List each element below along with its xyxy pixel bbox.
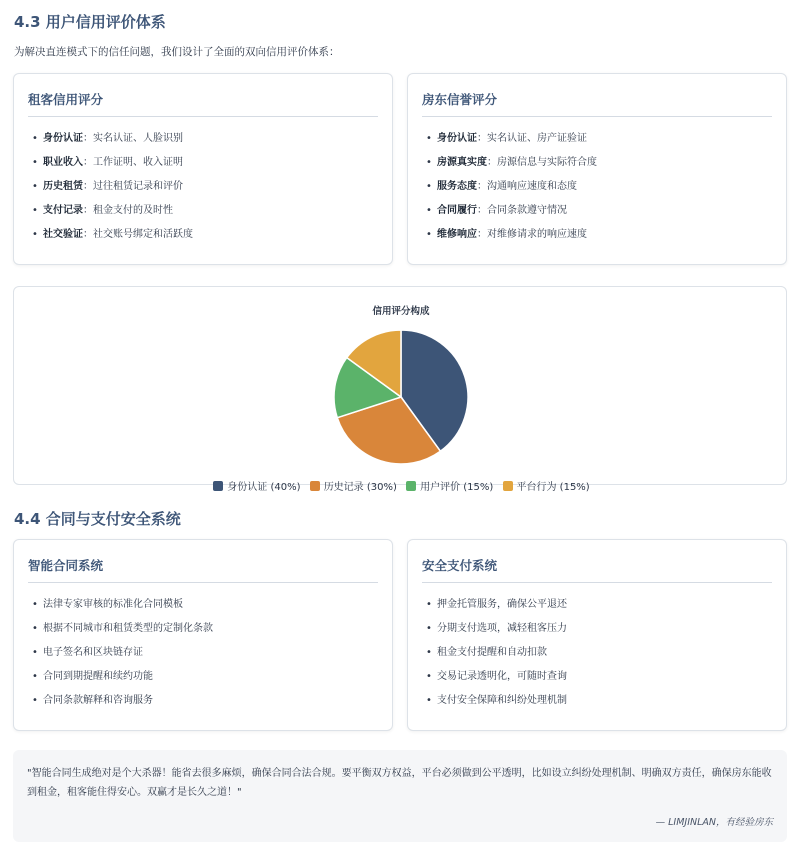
tenant-credit-list <box>28 127 193 247</box>
legend-item[interactable] <box>310 478 397 493</box>
item-label: 服务态度 <box>437 181 477 192</box>
item-label: 身份认证 <box>43 133 83 144</box>
smart-contract-list <box>28 593 213 713</box>
item-text: ：实名认证、房产证验证 <box>477 133 587 144</box>
legend-swatch <box>213 481 223 491</box>
item-text: ：租金支付的及时性 <box>83 205 173 216</box>
list-item: • 合同条款解释和咨询服务 <box>28 689 213 713</box>
divider <box>28 116 378 117</box>
list-item <box>422 199 597 223</box>
card-title: 智能合同系统 <box>28 558 104 573</box>
quote-text: "智能合同生成绝对是个大杀器！能省去很多麻烦，确保合同合法合规。要平衡双方权益，平台必须做到公平透明，比如设立纠纷处理机制、明确双方责任，确保房东能收到租金，租客能住得安心。双赢才是长久之道！" <box>27 768 772 798</box>
item-label: 房源真实度 <box>437 157 487 168</box>
list-item <box>422 127 597 151</box>
divider <box>422 116 772 117</box>
legend-swatch <box>503 481 513 491</box>
legend-label: 用户评价 (15%) <box>420 482 494 493</box>
list-item <box>28 151 193 175</box>
list-item: • 分期支付选项，减轻租客压力 <box>422 617 567 641</box>
item-label: 职业收入 <box>43 157 83 168</box>
secure-payment-list <box>422 593 567 713</box>
list-item <box>28 199 193 223</box>
list-item: • 支付安全保障和纠纷处理机制 <box>422 689 567 713</box>
testimonial-quote <box>13 750 787 842</box>
item-text: ：过往租赁记录和评价 <box>83 181 183 192</box>
landlord-reputation-card <box>407 73 787 265</box>
list-item: • 根据不同城市和租赁类型的定制化条款 <box>28 617 213 641</box>
pie-chart <box>14 287 788 486</box>
list-item <box>422 151 597 175</box>
list-item: • 交易记录透明化，可随时查询 <box>422 665 567 689</box>
tenant-credit-card <box>13 73 393 265</box>
divider <box>422 582 772 583</box>
list-item <box>28 223 193 247</box>
section-title-credit: 4.3 用户信用评价体系 <box>14 13 166 31</box>
item-text: ：合同条款遵守情况 <box>477 205 567 216</box>
secure-payment-card <box>407 539 787 731</box>
legend-label: 历史记录 (30%) <box>323 482 397 493</box>
item-label: 身份认证 <box>437 133 477 144</box>
item-label: 社交验证 <box>43 229 83 240</box>
list-item: • 合同到期提醒和续约功能 <box>28 665 213 689</box>
legend-item[interactable] <box>213 478 300 493</box>
legend-swatch <box>310 481 320 491</box>
item-label: 合同履行 <box>437 205 477 216</box>
list-item <box>422 175 597 199</box>
item-text: ：房源信息与实际符合度 <box>487 157 597 168</box>
chart-title: 信用评分构成 <box>372 306 430 317</box>
item-text: ：实名认证、人脸识别 <box>83 133 183 144</box>
list-item: • 电子签名和区块链存证 <box>28 641 213 665</box>
card-title: 安全支付系统 <box>422 558 498 573</box>
card-title: 租客信用评分 <box>28 92 104 107</box>
list-item <box>28 175 193 199</box>
smart-contract-card <box>13 539 393 731</box>
divider <box>28 582 378 583</box>
chart-legend <box>0 478 803 493</box>
section-intro: 为解决直连模式下的信任问题，我们设计了全面的双向信用评价体系： <box>14 46 340 58</box>
legend-label: 平台行为 (15%) <box>516 482 590 493</box>
legend-swatch <box>406 481 416 491</box>
item-text: ：社交账号绑定和活跃度 <box>83 229 193 240</box>
item-text: ：对维修请求的响应速度 <box>477 229 587 240</box>
item-text: ：工作证明、收入证明 <box>83 157 183 168</box>
item-label: 历史租赁 <box>43 181 83 192</box>
legend-item[interactable] <box>503 478 590 493</box>
credit-composition-chart <box>13 286 787 485</box>
legend-item[interactable] <box>406 478 493 493</box>
card-title: 房东信誉评分 <box>422 92 498 107</box>
legend-label: 身份认证 (40%) <box>227 482 301 493</box>
item-label: 维修响应 <box>437 229 477 240</box>
section-title-contract: 4.4 合同与支付安全系统 <box>14 510 181 528</box>
list-item <box>28 127 193 151</box>
list-item: • 法律专家审核的标准化合同模板 <box>28 593 213 617</box>
item-label: 支付记录 <box>43 205 83 216</box>
list-item <box>422 223 597 247</box>
list-item: • 租金支付提醒和自动扣款 <box>422 641 567 665</box>
landlord-reputation-list <box>422 127 597 247</box>
item-text: ：沟通响应速度和态度 <box>477 181 577 192</box>
list-item: • 押金托管服务，确保公平退还 <box>422 593 567 617</box>
quote-author: — LIMJINLAN，有经验房东 <box>655 817 773 828</box>
